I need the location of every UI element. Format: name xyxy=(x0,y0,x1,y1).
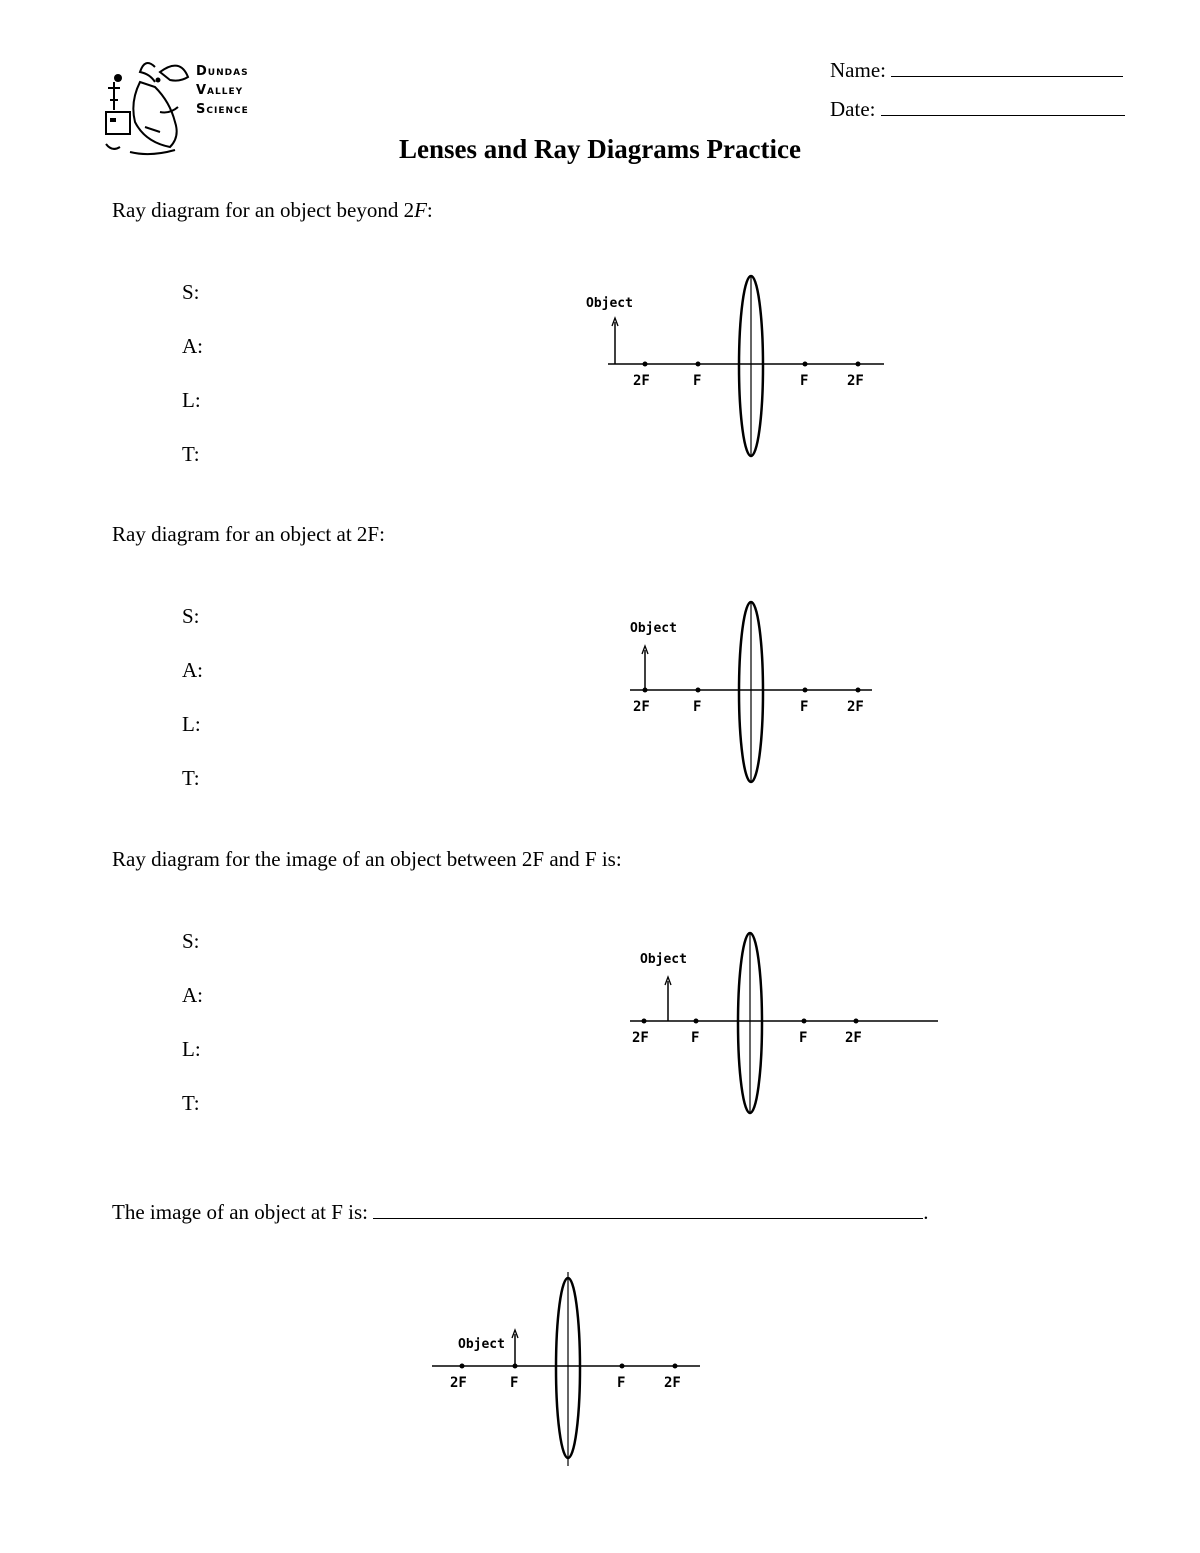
label-2f-left: 2F xyxy=(633,373,650,389)
label-f-left: F xyxy=(693,699,702,715)
section-1-prompt-italic: F xyxy=(414,198,427,222)
label-2f-right: 2F xyxy=(845,1030,862,1046)
label-f-right: F xyxy=(800,699,809,715)
point-2f-left xyxy=(460,1364,465,1369)
label-f-right: F xyxy=(800,373,809,389)
section-3-salt-a: A: xyxy=(182,983,203,1007)
logo-wordmark xyxy=(196,62,249,119)
logo-line-3: Science xyxy=(196,102,249,117)
label-2f-left: 2F xyxy=(633,699,650,715)
label-f-left: F xyxy=(510,1375,519,1391)
label-f-left: F xyxy=(691,1030,700,1046)
point-f-left xyxy=(696,362,701,367)
section-4-prompt-text: The image of an object at F is: xyxy=(112,1200,369,1224)
section-3-salt-t: T: xyxy=(182,1091,200,1115)
label-2f-left: 2F xyxy=(450,1375,467,1391)
point-f-right xyxy=(620,1364,625,1369)
section-1-salt-s: S: xyxy=(182,280,200,304)
section-2-salt-a: A: xyxy=(182,658,203,682)
object-label: Object xyxy=(640,952,687,967)
label-f-left: F xyxy=(693,373,702,389)
logo-line-1: Dundas xyxy=(196,64,249,79)
label-f-right: F xyxy=(617,1375,626,1391)
lens-diagram-at-2f xyxy=(600,594,890,790)
name-blank[interactable] xyxy=(891,56,1123,77)
section-1-prompt xyxy=(112,198,433,223)
object-label: Object xyxy=(586,296,633,311)
section-3-salt-s: S: xyxy=(182,929,200,953)
label-2f-left: 2F xyxy=(632,1030,649,1046)
page-title: Lenses and Ray Diagrams Practice xyxy=(399,134,801,164)
date-blank[interactable] xyxy=(881,95,1125,116)
section-4-answer-blank[interactable] xyxy=(373,1198,923,1219)
label-f-right: F xyxy=(799,1030,808,1046)
point-f-left xyxy=(694,1019,699,1024)
name-field xyxy=(830,56,1123,83)
section-3-salt-l: L: xyxy=(182,1037,201,1061)
point-2f-right xyxy=(673,1364,678,1369)
point-f-left xyxy=(513,1364,518,1369)
point-2f-left xyxy=(643,688,648,693)
point-2f-right xyxy=(856,362,861,367)
section-2-salt-s: S: xyxy=(182,604,200,628)
section-2-prompt: Ray diagram for an object at 2F: xyxy=(112,522,385,546)
section-2-salt-l: L: xyxy=(182,712,201,736)
date-label: Date: xyxy=(830,97,876,121)
object-label: Object xyxy=(458,1337,505,1352)
section-1-salt-a: A: xyxy=(182,334,203,358)
object-label: Object xyxy=(630,621,677,636)
section-3-prompt: Ray diagram for the image of an object between 2F and F is: xyxy=(112,847,622,871)
point-f-right xyxy=(803,362,808,367)
point-2f-left xyxy=(642,1019,647,1024)
logo-line-2: Valley xyxy=(196,83,244,98)
point-f-right xyxy=(803,688,808,693)
section-1-prompt-colon: : xyxy=(426,198,433,222)
label-2f-right: 2F xyxy=(664,1375,681,1391)
point-2f-right xyxy=(854,1019,859,1024)
point-2f-left xyxy=(643,362,648,367)
lens-diagram-at-f xyxy=(420,1270,720,1470)
section-1-salt-l: L: xyxy=(182,388,201,412)
label-2f-right: 2F xyxy=(847,699,864,715)
lens-diagram-beyond-2f xyxy=(560,268,900,464)
section-1-prompt-text: Ray diagram for an object beyond 2 xyxy=(112,198,415,222)
date-field xyxy=(830,95,1125,122)
section-2-salt-t: T: xyxy=(182,766,200,790)
point-2f-right xyxy=(856,688,861,693)
section-4-period: . xyxy=(923,1200,929,1224)
point-f-left xyxy=(696,688,701,693)
section-1-salt-t: T: xyxy=(182,442,200,466)
section-4-prompt xyxy=(112,1198,929,1225)
name-label: Name: xyxy=(830,58,886,82)
label-2f-right: 2F xyxy=(847,373,864,389)
point-f-right xyxy=(802,1019,807,1024)
lens-diagram-between-2f-and-f xyxy=(600,925,950,1121)
